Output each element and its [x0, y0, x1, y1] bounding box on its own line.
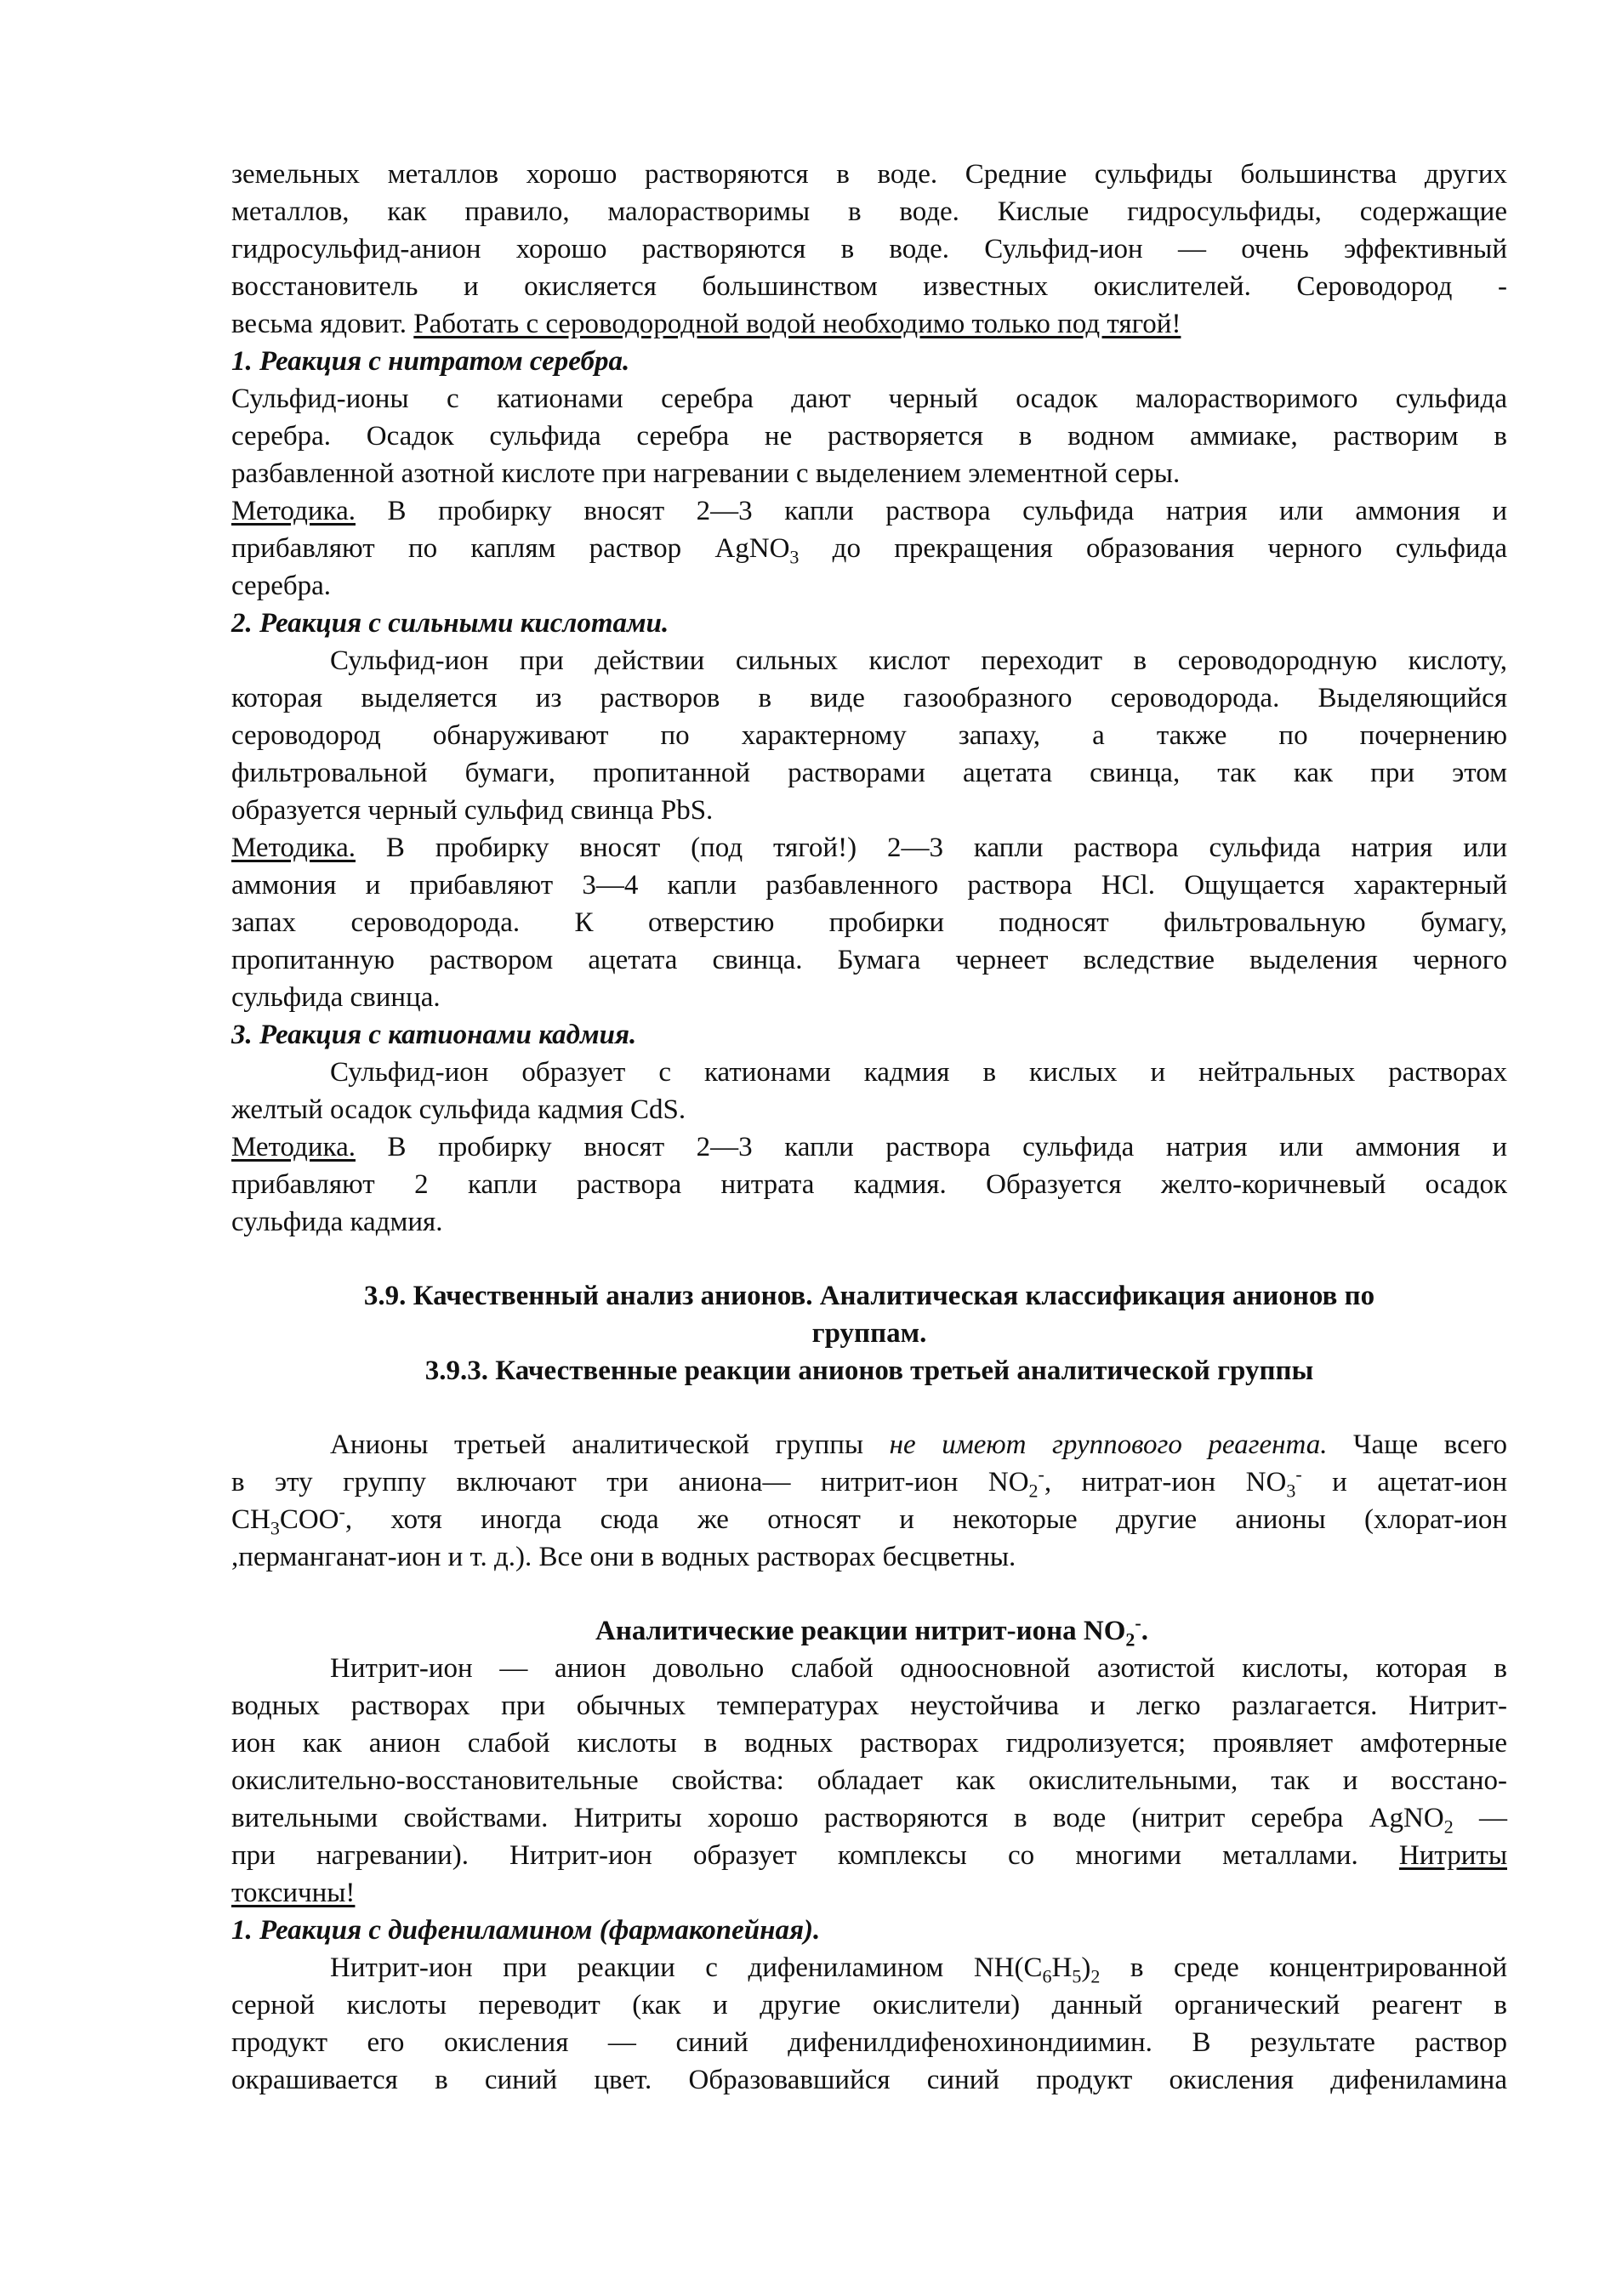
r1-method-line-3: серебра. — [231, 571, 332, 601]
anions-emphasis: не имеют группового реагента. — [889, 1429, 1328, 1460]
nitrite-text: в среде концентрированной — [1100, 1952, 1508, 1983]
intro-line-4: восстановитель и окисляется большинством известных окислителей. Сероводород - — [231, 271, 1507, 302]
reaction-3-title: 3. Реакция с катионами кадмия. — [231, 1020, 637, 1050]
reaction-2-title: 2. Реакция с сильными кислотами. — [231, 608, 669, 639]
nitrite-text: H — [1051, 1952, 1073, 1983]
subscript: 3 — [270, 1517, 280, 1539]
anions-line-2 — [231, 1463, 1507, 1501]
heading-text: Аналитические реакции нитрит-иона NO — [595, 1616, 1126, 1646]
subscript: 6 — [1042, 1965, 1052, 1987]
method-text: В пробирку вносят (под тягой!) 2—3 капли раствора сульфида натрия или — [355, 833, 1507, 863]
r2-method-line-2: аммония и прибавляют 3—4 капли разбавленного раствора HCl. Ощущается характерный — [231, 870, 1507, 901]
r3-method-line-1 — [231, 1128, 1507, 1166]
section-heading-line-2: группам. — [811, 1318, 927, 1349]
superscript: - — [1135, 1612, 1141, 1634]
anions-text: Чаще всего — [1327, 1429, 1508, 1460]
toxicity-warning: Нитриты — [1398, 1840, 1507, 1871]
nitrite-line-4: окислительно-восстановительные свойства: обладает как окислительными, так и восстано- — [231, 1765, 1507, 1796]
method-text: прибавляют по каплям раствор AgNO — [231, 533, 790, 564]
anions-text: COO — [279, 1504, 339, 1535]
method-text: В пробирку вносят 2—3 капли раствора сульфида натрия или аммония и — [355, 496, 1507, 526]
subscript: 2 — [1028, 1480, 1039, 1502]
nitrite-line-6 — [231, 1837, 1507, 1874]
r2-line-5: образуется черный сульфид свинца PbS. — [231, 795, 714, 826]
r1-line-1: Сульфид-ионы с катионами серебра дают черный осадок малорастворимого сульфида — [231, 384, 1507, 414]
nitrite-text: вительными свойствами. Нитриты хорошо растворяются в воде (нитрит серебра AgNO — [231, 1803, 1444, 1833]
subscript: 2 — [1443, 1816, 1454, 1838]
subscript: 3 — [1286, 1480, 1296, 1502]
r1-line-3: разбавленной азотной кислоте при нагревании с выделением элементной серы. — [231, 458, 1181, 489]
method-text: до прекращения образования черного сульфида — [799, 533, 1507, 564]
method-label: Методика. — [231, 496, 356, 526]
intro-text: весьма ядовит. — [231, 309, 414, 339]
subscript: 2 — [1125, 1628, 1135, 1651]
nitrite-r1-line-2: серной кислоты переводит (как и другие окислители) данный органический реагент в — [231, 1990, 1507, 2020]
r3-line-2: желтый осадок сульфида кадмия CdS. — [231, 1094, 686, 1125]
r2-method-line-1 — [231, 829, 1507, 867]
nitrite-text: Нитрит-ион при реакции с дифениламином NH(C — [330, 1952, 1043, 1983]
subsection-heading: 3.9.3. Качественные реакции анионов третьей аналитической группы — [424, 1355, 1314, 1386]
subscript: 2 — [1090, 1965, 1101, 1987]
r3-line-1: Сульфид-ион образует с катионами кадмия в кислых и нейтральных растворах — [330, 1057, 1507, 1088]
safety-warning: Работать с сероводородной водой необходимо только под тягой! — [413, 309, 1181, 339]
nitrite-text: при нагревании). Нитрит-ион образует комплексы со многими металлами. — [231, 1840, 1399, 1871]
nitrite-r1-line-3: продукт его окисления — синий дифенилдифенохинондиимин. В результате раствор — [231, 2027, 1507, 2058]
anions-text: в эту группу включают три аниона— нитрит-ион NO — [231, 1467, 1029, 1498]
r1-method-line-2 — [231, 530, 1507, 567]
r2-line-4: фильтровальной бумаги, пропитанной растворами ацетата свинца, так как при этом — [231, 758, 1507, 788]
heading-text: . — [1141, 1616, 1148, 1646]
anions-line-1 — [231, 1426, 1507, 1463]
r2-line-3: сероводород обнаруживают по характерному запаху, а также по почернению — [231, 720, 1507, 751]
section-heading-line-1: 3.9. Качественный анализ анионов. Аналитическая классификация анионов по — [363, 1281, 1375, 1311]
nitrite-text: ) — [1081, 1952, 1091, 1983]
method-label: Методика. — [231, 833, 356, 863]
intro-line-3: гидросульфид-анион хорошо растворяются в воде. Сульфид-ион — очень эффективный — [231, 234, 1507, 264]
nitrite-line-3: ион как анион слабой кислоты в водных растворах гидролизуется; проявляет амфотерные — [231, 1728, 1507, 1759]
anions-text: и ацетат-ион — [1301, 1467, 1507, 1498]
nitrite-line-7: токсичны! — [231, 1878, 356, 1908]
r2-line-1: Сульфид-ион при действии сильных кислот переходит в сероводородную кислоту, — [330, 645, 1507, 676]
anions-line-4: ,перманганат-ион и т. д.). Все они в водных растворах бесцветны. — [231, 1542, 1016, 1572]
r2-method-line-5: сульфида свинца. — [231, 982, 441, 1013]
method-label: Методика. — [231, 1132, 356, 1162]
anions-text: , хотя иногда сюда же относят и некоторые другие анионы (хлорат-ион — [344, 1504, 1507, 1535]
nitrite-r1-line-4: окрашивается в синий цвет. Образовавшийся синий продукт окисления дифениламина — [231, 2065, 1507, 2095]
r2-line-2: которая выделяется из растворов в виде газообразного сероводорода. Выделяющийся — [231, 683, 1507, 713]
anions-line-3 — [231, 1501, 1507, 1538]
nitrite-r1-line-1 — [231, 1949, 1507, 1986]
subscript: 3 — [789, 546, 800, 568]
anions-text: , нитрат-ион NO — [1044, 1467, 1287, 1498]
reaction-1-title: 1. Реакция с нитратом серебра. — [231, 346, 630, 377]
intro-line-5 — [231, 305, 1507, 343]
method-text: В пробирку вносят 2—3 капли раствора сульфида натрия или аммония и — [355, 1132, 1507, 1162]
nitrite-line-2: водных растворах при обычных температурах неустойчива и легко разлагается. Нитрит- — [231, 1691, 1507, 1721]
superscript: - — [1038, 1463, 1044, 1485]
nitrite-heading — [231, 1612, 1507, 1650]
nitrite-reaction-1-title: 1. Реакция с дифениламином (фармакопейная). — [231, 1915, 821, 1946]
r1-method-line-1 — [231, 492, 1507, 530]
r3-method-line-2: прибавляют 2 капли раствора нитрата кадмия. Образуется желто-коричневый осадок — [231, 1169, 1507, 1200]
nitrite-text: — — [1453, 1803, 1508, 1833]
r3-method-line-3: сульфида кадмия. — [231, 1207, 443, 1237]
anions-text: Анионы третьей аналитической группы — [330, 1429, 890, 1460]
nitrite-line-1: Нитрит-ион — анион довольно слабой одноосновной азотистой кислоты, которая в — [330, 1653, 1507, 1684]
superscript: - — [339, 1501, 345, 1522]
superscript: - — [1295, 1463, 1302, 1485]
r2-method-line-3: запах сероводорода. К отверстию пробирки подносят фильтровальную бумагу, — [231, 907, 1507, 938]
anions-text: CH — [231, 1504, 270, 1535]
intro-line-2: металлов, как правило, малорастворимы в воде. Кислые гидросульфиды, содержащие — [231, 196, 1507, 227]
r1-line-2: серебра. Осадок сульфида серебра не растворяется в водном аммиаке, растворим в — [231, 421, 1507, 452]
intro-line-1: земельных металлов хорошо растворяются в воде. Средние сульфиды большинства других — [231, 159, 1507, 190]
subscript: 5 — [1072, 1965, 1082, 1987]
r2-method-line-4: пропитанную раствором ацетата свинца. Бумага чернеет вследствие выделения черного — [231, 945, 1507, 975]
nitrite-line-5 — [231, 1799, 1507, 1837]
